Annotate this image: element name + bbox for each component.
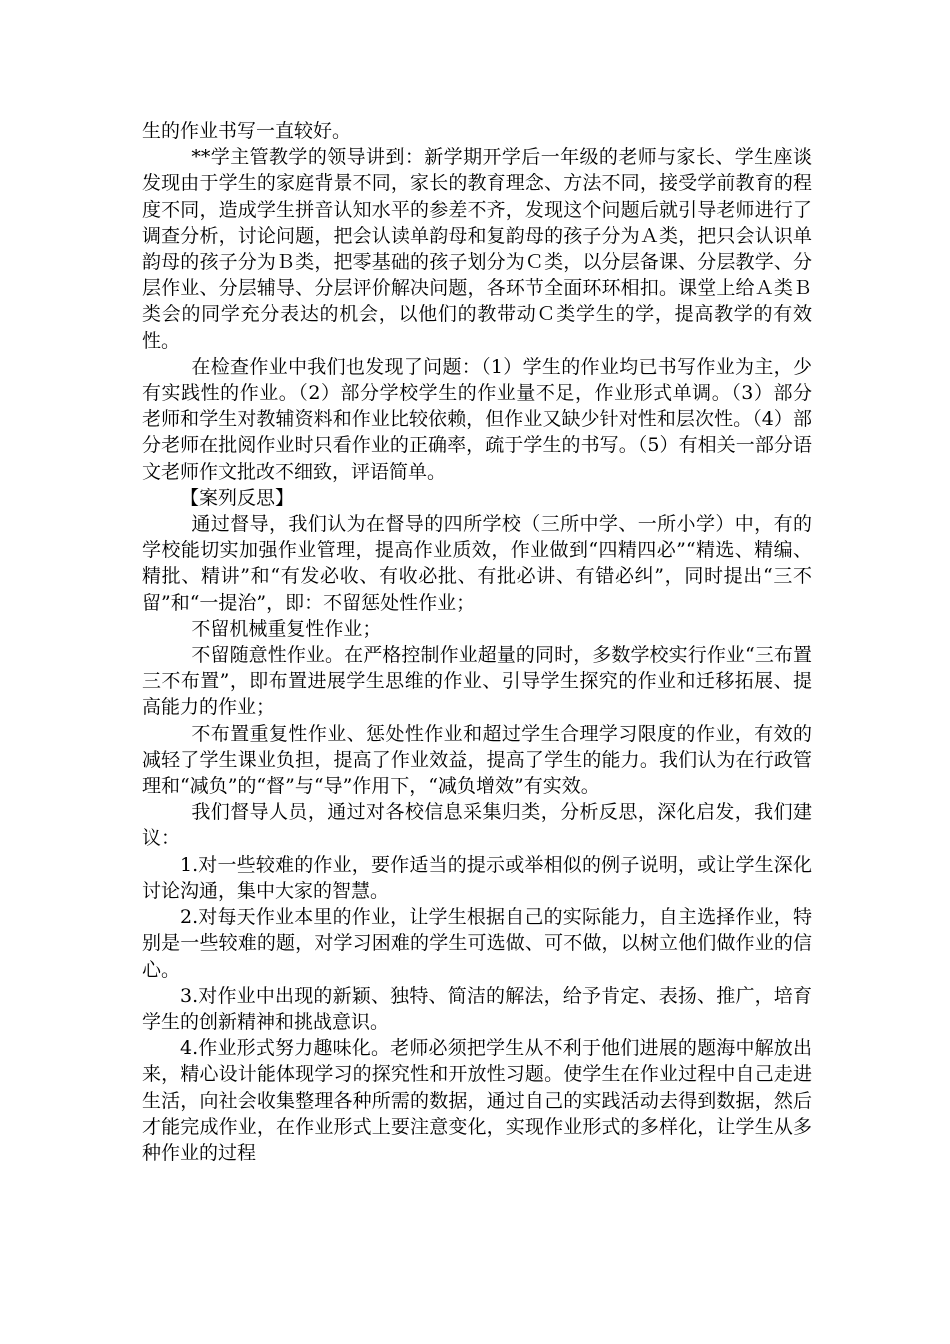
list-item-suggestion-4: 4.作业形式努力趣味化。老师必须把学生从不利于他们进展的题海中解放出来，精心设计能体现学习的探究性和开放性习题。使学生在作业过程中自己走进生活，向社会收集整理各种所需的数据，通过自己的实践活动去得到数据，然后才能完成作业，在作业形式上要注意变化，实现作业形式的多样化，让学生从多种作业的过程 <box>142 1037 812 1164</box>
paragraph-no-repetitive-homework: 不布置重复性作业、惩处性作业和超过学生合理学习限度的作业，有效的减轻了学生课业负担，提高了作业效益，提高了学生的能力。我们认为在行政管理和“减负”的“督”与“导”作用下，“减负增效”有实效。 <box>142 722 812 798</box>
document-page <box>142 118 812 1166</box>
paragraph-continuation: 生的作业书写一直较好。 <box>142 120 352 142</box>
paragraph-problems-found: 在检查作业中我们也发现了问题：（1）学生的作业均已书写作业为主，少有实践性的作业。（2）部分学校学生的作业量不足，作业形式单调。（3）部分老师和学生对教辅资料和作业比较依赖，但作业又缺少针对性和层次性。（4）部分老师在批阅作业时只看作业的正确率，疏于学生的书写。（5）有相关一部分语文老师作文批改不细致，评语简单。 <box>142 355 812 483</box>
list-item-suggestion-2: 2.对每天作业本里的作业，让学生根据自己的实际能力，自主选择作业，特别是一些较难的题，对学习困难的学生可选做、可不做，以树立他们做作业的信心。 <box>142 906 812 981</box>
paragraph-no-random-homework: 不留随意性作业。在严格控制作业超量的同时，多数学校实行作业“三布置三不布置”，即布置进展学生思维的作业、引导学生探究的作业和迁移拓展、提高能力的作业； <box>142 644 812 719</box>
paragraph-no-mechanical-homework: 不留机械重复性作业； <box>191 617 382 640</box>
list-item-suggestion-3: 3.对作业中出现的新颖、独特、简洁的解法，给予肯定、表扬、推广，培育学生的创新精神和挑战意识。 <box>142 984 812 1033</box>
paragraph-supervision-findings: 通过督导，我们认为在督导的四所学校（三所中学、一所小学）中，有的学校能切实加强作业管理，提高作业质效，作业做到“四精四必”“精选、精编、精批、精讲”和“有发必收、有收必批、有批必讲、有错必纠”，同时提出“三不留”和“一提治”，即：不留惩处性作业； <box>142 513 812 614</box>
section-heading-case-reflection: 【案列反思】 <box>180 486 295 509</box>
paragraph-leadership-remarks: **学主管教学的领导讲到：新学期开学后一年级的老师与家长、学生座谈发现由于学生的家庭背景不同，家长的教育理念、方法不同，接受学前教育的程度不同，造成学生拼音认知水平的参差不齐，发现这个问题后就引导老师进行了调查分析，讨论问题，把会认读单韵母和复韵母的孩子分为Ａ类，把只会认识单韵母的孩子分为Ｂ类，把零基础的孩子划分为Ｃ类，以分层备课、分层教学、分层作业、分层辅导、分层评价解决问题，各环节全面环环相扣。课堂上给Ａ类Ｂ类会的同学充分表达的机会，以他们的教带动Ｃ类学生的学，提高教学的有效性。 <box>142 146 812 352</box>
list-item-suggestion-1: 1.对一些较难的作业，要作适当的提示或举相似的例子说明，或让学生深化讨论沟通，集中大家的智慧。 <box>142 853 812 902</box>
paragraph-suggestions-intro: 我们督导人员，通过对各校信息采集归类，分析反思，深化启发，我们建议： <box>142 801 812 850</box>
